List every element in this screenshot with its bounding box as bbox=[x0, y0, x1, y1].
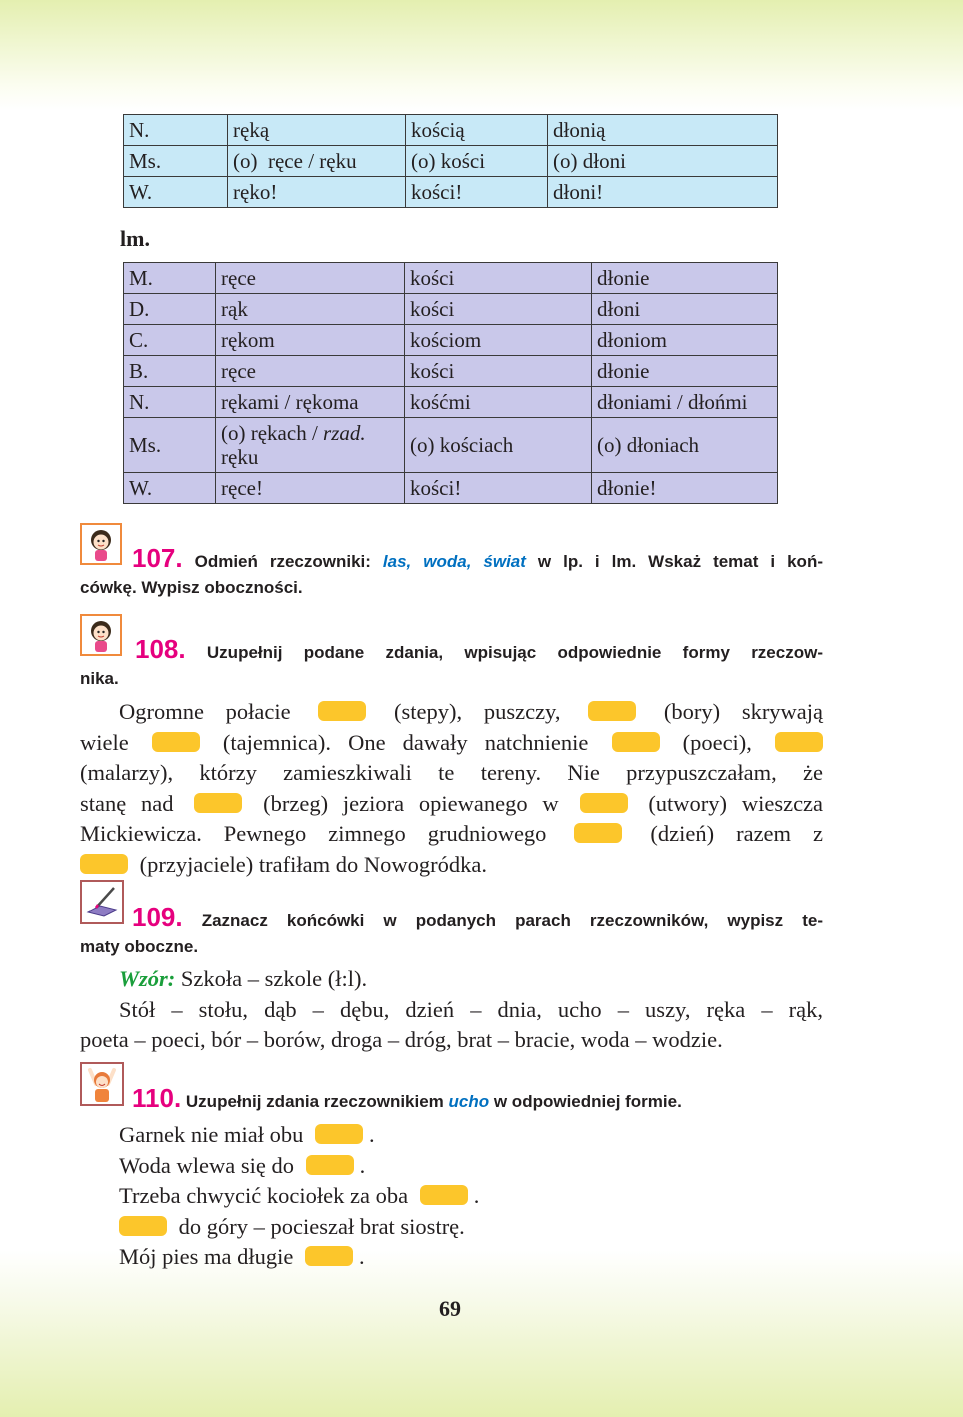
table-cell: kości bbox=[405, 263, 592, 294]
answer-blank[interactable] bbox=[580, 793, 628, 813]
exercise-110-text bbox=[119, 1120, 819, 1273]
exercise-110-instruction bbox=[80, 1085, 823, 1115]
sentence-line bbox=[119, 1212, 819, 1243]
text-fragment: (brzeg) jeziora opiewanego w bbox=[263, 790, 559, 816]
text-fragment: (bory) skrywają bbox=[663, 699, 824, 724]
declension-table-singular bbox=[123, 114, 778, 208]
table-cell: kości! bbox=[406, 177, 548, 208]
period: . bbox=[358, 1244, 365, 1269]
emphasized-words: las, woda, świat bbox=[382, 552, 526, 571]
plural-label: lm. bbox=[120, 226, 150, 251]
page-number: 69 bbox=[439, 1296, 461, 1321]
instruction-text: Odmień rzeczowniki: bbox=[194, 552, 383, 571]
case-label: D. bbox=[124, 294, 216, 325]
text-fragment: Garnek nie miał obu bbox=[119, 1122, 304, 1147]
table-cell: kości bbox=[405, 294, 592, 325]
case-label: M. bbox=[124, 263, 216, 294]
instruction-text: Uzupełnij zdania rzeczownikiem bbox=[185, 1092, 449, 1111]
period: . bbox=[473, 1183, 480, 1208]
table-row bbox=[124, 473, 778, 504]
text-fragment: (stepy), puszczy, bbox=[394, 699, 561, 724]
period: . bbox=[368, 1122, 375, 1147]
table-cell: kościom bbox=[405, 325, 592, 356]
text-fragment: stanę nad bbox=[80, 790, 174, 816]
table-cell: ręką bbox=[228, 115, 406, 146]
table-row bbox=[124, 356, 778, 387]
table-cell: rękami / rękoma bbox=[216, 387, 405, 418]
table-cell: dłonie bbox=[592, 356, 778, 387]
table-cell: dłoni! bbox=[548, 177, 778, 208]
example-text: Szkoła – szkole (ł:l). bbox=[175, 966, 368, 991]
answer-blank[interactable] bbox=[775, 732, 823, 752]
exercise-number: 108. bbox=[135, 634, 186, 664]
sentence-line bbox=[119, 1120, 819, 1151]
instruction-text: w odpowiedniej formie. bbox=[489, 1092, 682, 1111]
case-label: W. bbox=[124, 473, 216, 504]
table-cell: ręce bbox=[216, 356, 405, 387]
table-cell: ręko! bbox=[228, 177, 406, 208]
answer-blank[interactable] bbox=[119, 1216, 167, 1236]
answer-blank[interactable] bbox=[612, 732, 660, 752]
exercise-number: 109. bbox=[132, 902, 183, 932]
table-cell: dłoni bbox=[592, 294, 778, 325]
table-cell: dłonią bbox=[548, 115, 778, 146]
case-label: B. bbox=[124, 356, 216, 387]
table-cell: dłoniom bbox=[592, 325, 778, 356]
table-row bbox=[124, 177, 778, 208]
table-cell-text: (o) rękach / rzad. ręku bbox=[221, 421, 366, 469]
case-label: W. bbox=[124, 177, 228, 208]
text-fragment: (przyjaciele) trafiłam do Nowogródka. bbox=[139, 851, 487, 877]
sentence-line bbox=[119, 1181, 819, 1212]
answer-blank[interactable] bbox=[574, 823, 622, 843]
table-cell: rąk bbox=[216, 294, 405, 325]
table-row bbox=[124, 294, 778, 325]
exercise-109-text bbox=[80, 964, 823, 1056]
table-row bbox=[124, 387, 778, 418]
table-cell: ręce! bbox=[216, 473, 405, 504]
exercise-number: 107. bbox=[132, 543, 183, 573]
text-fragment: Trzeba chwycić kociołek za oba bbox=[119, 1183, 409, 1208]
text-line: poeta – poeci, bór – borów, droga – dróg, brat – bracie, woda – wodzie. bbox=[80, 1027, 723, 1052]
table-row bbox=[124, 146, 778, 177]
table-row bbox=[124, 115, 778, 146]
table-cell: rękom bbox=[216, 325, 405, 356]
table-cell: (o) kościach bbox=[405, 418, 592, 473]
instruction-text: Uzupełnij podane zdania, wpisując odpowiednie formy rzeczow- bbox=[206, 643, 823, 662]
exercise-109-instruction bbox=[80, 904, 823, 960]
exercise-108-instruction bbox=[80, 636, 823, 692]
answer-blank[interactable] bbox=[152, 732, 200, 752]
exercise-number: 110. bbox=[132, 1083, 182, 1113]
case-label: Ms. bbox=[124, 146, 228, 177]
answer-blank[interactable] bbox=[315, 1124, 363, 1144]
text-fragment: (utwory) wieszcza bbox=[648, 790, 824, 816]
text-line: (malarzy), którzy zamieszkiwali te tereny. Nie przypuszczałam, że bbox=[80, 760, 823, 785]
table-row bbox=[124, 418, 778, 473]
answer-blank[interactable] bbox=[194, 793, 242, 813]
answer-blank[interactable] bbox=[306, 1155, 354, 1175]
table-cell: dłonie bbox=[592, 263, 778, 294]
table-cell: dłoniami / dłońmi bbox=[592, 387, 778, 418]
period: . bbox=[359, 1152, 366, 1178]
exercise-108-text bbox=[80, 697, 823, 880]
table-cell: dłonie! bbox=[592, 473, 778, 504]
table-cell: kością bbox=[406, 115, 548, 146]
answer-blank[interactable] bbox=[80, 854, 128, 874]
text-fragment: Mój pies ma długie bbox=[119, 1244, 294, 1269]
instruction-text: maty oboczne. bbox=[80, 937, 199, 956]
case-label: C. bbox=[124, 325, 216, 356]
case-label: Ms. bbox=[124, 418, 216, 473]
sentence-line bbox=[119, 1151, 819, 1182]
text-fragment: do góry – pocieszał brat siostrę. bbox=[178, 1213, 465, 1239]
table-cell: ręce bbox=[216, 263, 405, 294]
table-cell-rare-form bbox=[216, 418, 405, 473]
case-label: N. bbox=[124, 115, 228, 146]
instruction-text: w lp. i lm. Wskaż temat i koń- bbox=[525, 552, 823, 571]
text-fragment: Mickiewicza. Pewnego zimnego grudniowego bbox=[80, 821, 547, 846]
emphasized-words: ucho bbox=[448, 1092, 490, 1111]
instruction-text: cówkę. Wypisz oboczności. bbox=[80, 578, 303, 597]
table-cell: (o) dłoniach bbox=[592, 418, 778, 473]
instruction-text: Zaznacz końcówki w podanych parach rzeczowników, wypisz te- bbox=[201, 911, 823, 930]
case-label: N. bbox=[124, 387, 216, 418]
table-cell: (o) ręce / ręku bbox=[228, 146, 406, 177]
example-line bbox=[80, 964, 823, 995]
example-label: Wzór: bbox=[119, 966, 176, 991]
table-row bbox=[124, 325, 778, 356]
instruction-text: nika. bbox=[80, 669, 119, 688]
answer-blank[interactable] bbox=[318, 701, 366, 721]
text-fragment: Woda wlewa się do bbox=[119, 1152, 295, 1178]
text-fragment: (poeci), bbox=[682, 729, 752, 755]
text-line: Stół – stołu, dąb – dębu, dzień – dnia, ucho – uszy, ręka – rąk, bbox=[119, 996, 823, 1022]
table-cell: kości! bbox=[405, 473, 592, 504]
text-fragment: (dzień) razem z bbox=[650, 821, 824, 846]
sentence-line bbox=[119, 1242, 819, 1273]
declension-table-plural bbox=[123, 262, 778, 504]
answer-blank[interactable] bbox=[305, 1246, 353, 1266]
text-fragment: Ogromne połacie bbox=[119, 699, 291, 724]
answer-blank[interactable] bbox=[588, 701, 636, 721]
table-row bbox=[124, 263, 778, 294]
exercise-107-instruction bbox=[80, 545, 823, 601]
text-fragment: wiele bbox=[80, 729, 129, 755]
table-cell: kośćmi bbox=[405, 387, 592, 418]
table-cell: (o) kości bbox=[406, 146, 548, 177]
table-cell: (o) dłoni bbox=[548, 146, 778, 177]
text-fragment: (tajemnica). One dawały natchnienie bbox=[222, 729, 589, 755]
table-cell: kości bbox=[405, 356, 592, 387]
answer-blank[interactable] bbox=[420, 1185, 468, 1205]
